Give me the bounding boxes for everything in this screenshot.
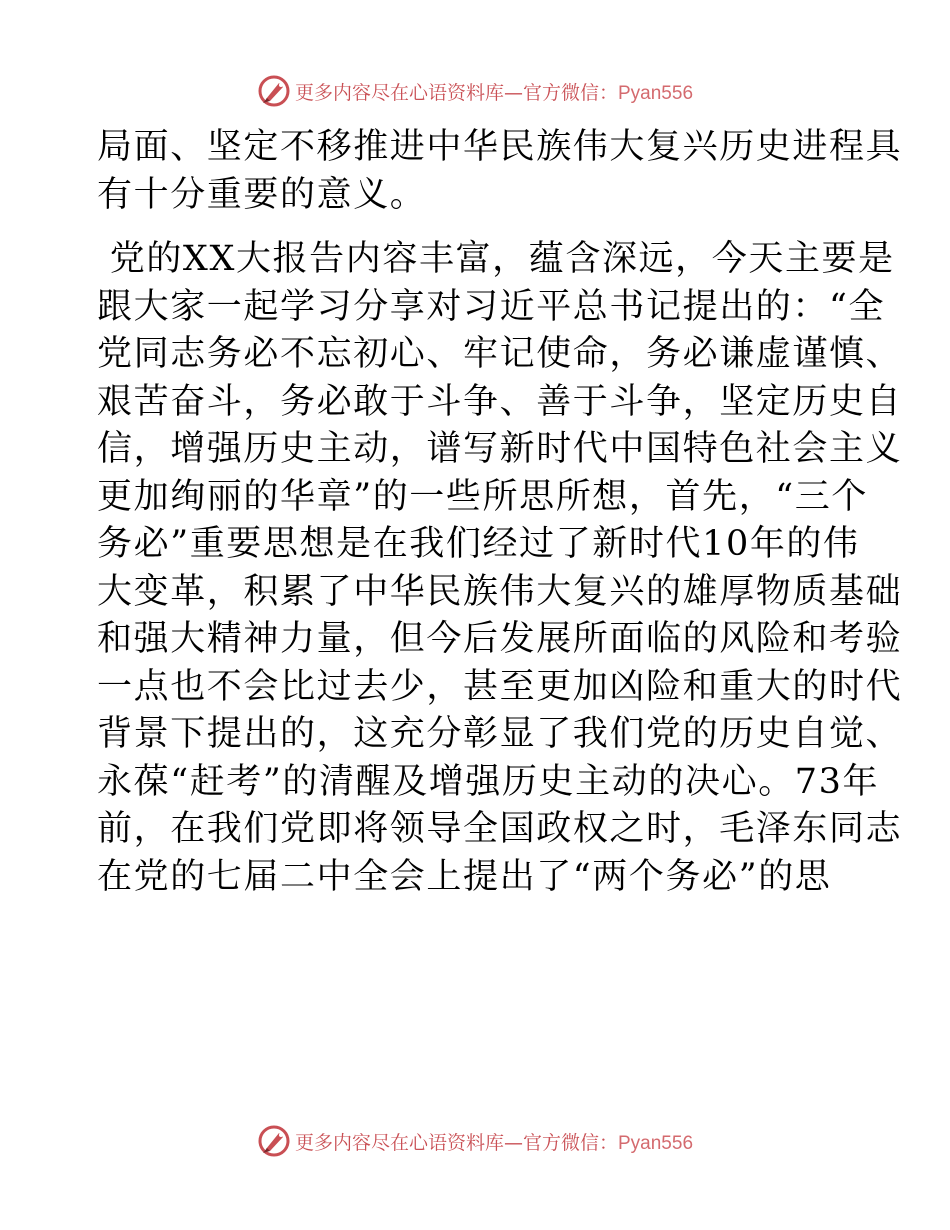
text-line: 一点也不会比过去少，甚至更加凶险和重大的时代 (97, 666, 903, 707)
document-body (97, 124, 903, 901)
text-line: 背景下提出的，这充分彰显了我们党的历史自觉、 (97, 714, 903, 754)
pen-seal-icon (257, 1124, 291, 1158)
paragraph-2 (97, 236, 903, 901)
text-line: 大变革，积累了中华民族伟大复兴的雄厚物质基础 (97, 571, 903, 612)
text-line: 有十分重要的意义。 (97, 174, 427, 215)
pen-seal-icon (257, 74, 291, 108)
header-watermark (0, 71, 950, 111)
watermark-separator: — (503, 1131, 523, 1154)
text-line: 在党的七届二中全会上提出了“两个务必”的思 (97, 856, 832, 897)
text-line: 更加绚丽的华章”的一些所思所想，首先，“三个 (97, 476, 868, 517)
watermark-brand: 更多内容尽在心语资料库 (294, 81, 504, 104)
text-line: 前，在我们党即将领导全国政权之时，毛泽东同志 (97, 809, 903, 849)
text-line: 艰苦奋斗，务必敢于斗争、善于斗争，坚定历史自 (97, 381, 903, 422)
watermark-text (295, 1128, 693, 1155)
watermark-text (295, 78, 693, 105)
text-line: 务必”重要思想是在我们经过了新时代10年的伟 (97, 524, 860, 564)
text-line: 信，增强历史主动，谱写新时代中国特色社会主义 (97, 429, 903, 469)
watermark-contact-id: Pyan556 (618, 82, 694, 104)
footer-watermark (0, 1121, 950, 1161)
watermark-contact-label: 官方微信： (522, 81, 618, 104)
text-line: 跟大家一起学习分享对习近平总书记提出的：“全 (97, 286, 886, 327)
watermark-separator: — (503, 81, 523, 104)
paragraph-1 (97, 124, 903, 219)
text-line: 党的XX大报告内容丰富，蕴含深远，今天主要是 (97, 239, 895, 279)
watermark-contact-label: 官方微信： (522, 1131, 618, 1154)
watermark-brand: 更多内容尽在心语资料库 (294, 1131, 504, 1154)
text-line: 局面、坚定不移推进中华民族伟大复兴历史进程具 (97, 127, 903, 167)
text-line: 永葆“赶考”的清醒及增强历史主动的决心。73年 (97, 761, 880, 802)
text-line: 党同志务必不忘初心、牢记使命，务必谦虚谨慎、 (97, 334, 903, 374)
watermark-contact-id: Pyan556 (618, 1132, 694, 1154)
text-line: 和强大精神力量，但今后发展所面临的风险和考验 (97, 619, 903, 659)
